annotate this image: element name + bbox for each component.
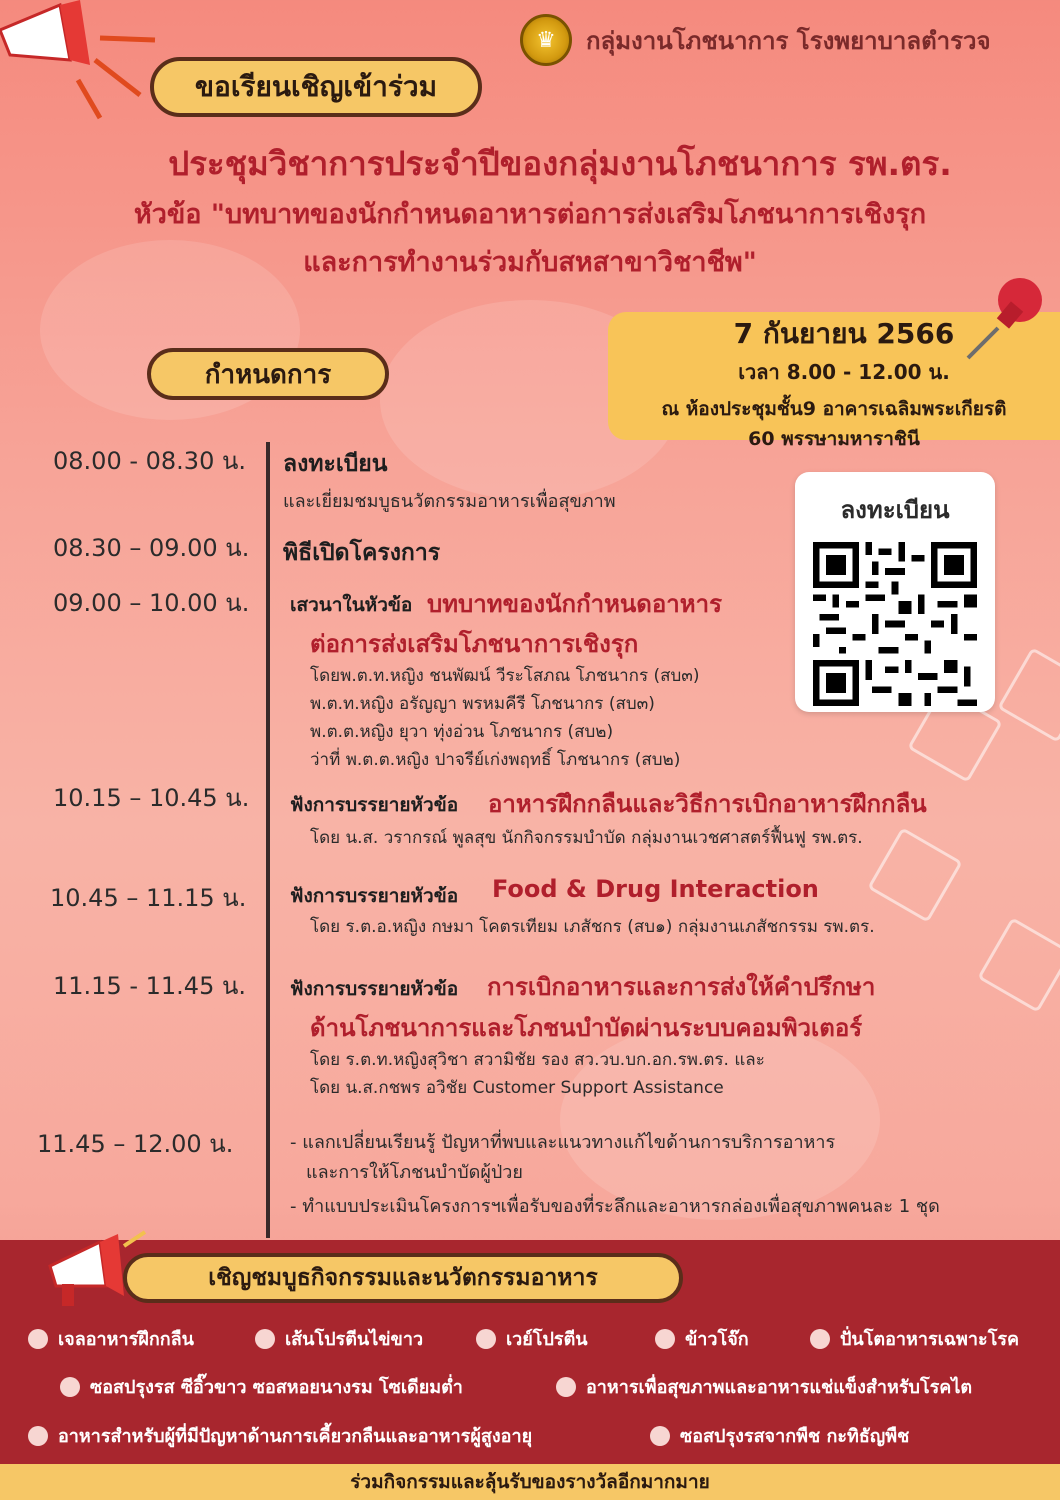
schedule-note: - แลกเปลี่ยนเรียนรู้ ปัญหาที่พบและแนวทางแก้ไขด้านการบริการอาหาร: [290, 1132, 836, 1153]
schedule-subtitle: และเยี่ยมชมบูธนวัตกรรมอาหารเพื่อสุขภาพ: [283, 491, 616, 512]
hexagon-decoration: [867, 827, 963, 923]
schedule-topic: ต่อการส่งเสริมโภชนาการเชิงรุก: [310, 630, 639, 658]
bullet-icon: [810, 1329, 830, 1349]
organization-header: [520, 18, 1040, 62]
invite-badge: ขอเรียนเชิญเข้าร่วม: [150, 57, 482, 117]
activity-item: [810, 1324, 1019, 1353]
activity-label: เส้นโปรตีนไข่ขาว: [285, 1329, 424, 1350]
activity-label: อาหารเพื่อสุขภาพและอาหารแช่แข็งสำหรับโรคไต: [586, 1377, 973, 1398]
activity-item: [28, 1324, 194, 1353]
schedule-time: 08.00 - 08.30 น.: [53, 447, 246, 475]
activity-item: [476, 1324, 588, 1353]
speaker: โดย ร.ต.อ.หญิง กษมา โคตรเทียม เภสัชกร (สบ๑) กลุ่มงานเภสัชกรรม รพ.ตร.: [310, 917, 875, 937]
speaker: พ.ต.ต.หญิง ยุวา ทุ่งอ่วน โภชนากร (สบ๒): [310, 722, 614, 742]
event-venue-building: 60 พรรษามหาราชินี: [748, 428, 920, 450]
schedule-topic: การเบิกอาหารและการส่งให้คำปรึกษา: [487, 973, 876, 1001]
organization-name: กลุ่มงานโภชนาการ โรงพยาบาลตำรวจ: [586, 26, 991, 55]
schedule-title: ลงทะเบียน: [283, 451, 388, 477]
activity-label: เวย์โปรตีน: [506, 1329, 588, 1350]
registration-qr-card[interactable]: [795, 472, 995, 712]
activities-label: เชิญชมบูธกิจกรรมและนวัตกรรมอาหาร: [123, 1253, 683, 1303]
schedule-time: 08.30 – 09.00 น.: [53, 534, 250, 562]
schedule-time: 11.15 - 11.45 น.: [53, 972, 246, 1000]
schedule-topic: อาหารฝึกกลืนและวิธีการเบิกอาหารฝึกกลืน: [488, 790, 927, 818]
bullet-icon: [476, 1329, 496, 1349]
schedule-time: 11.45 – 12.00 น.: [37, 1130, 234, 1158]
schedule-note: และการให้โภชนบำบัดผู้ป่วย: [306, 1162, 523, 1183]
activity-item: [556, 1372, 972, 1401]
topic-title-line1: หัวข้อ "บทบาทของนักกำหนดอาหารต่อการส่งเสริมโภชนาการเชิงรุก: [133, 199, 927, 230]
activity-label: เจลอาหารฝึกกลืน: [58, 1329, 194, 1350]
bullet-icon: [28, 1426, 48, 1446]
bullet-icon: [28, 1329, 48, 1349]
activity-label: ปั่นโตอาหารเฉพาะโรค: [840, 1329, 1020, 1350]
bullet-icon: [556, 1377, 576, 1397]
qr-title: ลงทะเบียน: [840, 496, 950, 524]
activity-label: ซอสปรุงรสจากพืช กะทิธัญพืช: [680, 1426, 910, 1447]
schedule-time: 10.45 – 11.15 น.: [50, 884, 247, 912]
topic-title-line2: และการทำงานร่วมกับสหสาขาวิชาชีพ": [303, 247, 757, 278]
megaphone-icon: [0, 0, 160, 120]
schedule-title: พิธีเปิดโครงการ: [283, 540, 441, 566]
hospital-logo-icon: ♛: [520, 14, 572, 66]
activity-item: [60, 1372, 463, 1401]
activity-item: [655, 1324, 749, 1353]
event-venue: ณ ห้องประชุมชั้น9 อาคารเฉลิมพระเกียรติ: [661, 398, 1007, 420]
event-time: เวลา 8.00 - 12.00 น.: [738, 360, 950, 384]
speaker: ว่าที่ พ.ต.ต.หญิง ปาจรีย์เก่งพฤทธิ์ โภชนากร (สบ๒): [310, 750, 681, 770]
schedule-time: 09.00 – 10.00 น.: [53, 589, 250, 617]
activity-label: อาหารสำหรับผู้ที่มีปัญหาด้านการเคี้ยวกลืนและอาหารผู้สูงอายุ: [58, 1426, 533, 1447]
activity-label: ข้าวโจ๊ก: [685, 1329, 749, 1350]
hexagon-decoration: [997, 647, 1060, 743]
schedule-lead: ฟังการบรรยายหัวข้อ: [290, 978, 459, 1000]
activity-item: [28, 1421, 532, 1450]
schedule-label: กำหนดการ: [147, 348, 389, 400]
schedule-topic: ด้านโภชนาการและโภชนบำบัดผ่านระบบคอมพิวเตอร์: [310, 1014, 863, 1042]
speaker: โดย น.ส. วรากรณ์ พูลสุข นักกิจกรรมบำบัด กลุ่มงานเวชศาสตร์ฟื้นฟู รพ.ตร.: [310, 828, 863, 848]
pushpin-icon: [962, 270, 1054, 362]
schedule-topic: บทบาทของนักกำหนดอาหาร: [427, 590, 722, 618]
bullet-icon: [60, 1377, 80, 1397]
event-date: 7 กันยายน 2566: [733, 317, 955, 350]
hexagon-decoration: [977, 917, 1060, 1013]
schedule-time: 10.15 – 10.45 น.: [53, 784, 250, 812]
speaker: พ.ต.ท.หญิง อรัญญา พรหมคีรี โภชนากร (สบ๓): [310, 694, 655, 714]
bullet-icon: [255, 1329, 275, 1349]
page-title: ประชุมวิชาการประจำปีของกลุ่มงานโภชนาการ รพ.ตร.: [168, 144, 952, 183]
speaker: โดยพ.ต.ท.หญิง ชนพัฒน์ วีระโสภณ โภชนากร (สบ๓): [310, 666, 700, 686]
qr-code-icon[interactable]: [813, 542, 977, 706]
speaker: โดย ร.ต.ท.หญิงสุวิชา สวามิชัย รอง สว.วบ.บก.อก.รพ.ตร. และ: [310, 1050, 765, 1070]
activity-label: ซอสปรุงรส ซีอิ๊วขาว ซอสหอยนางรม โซเดียมต่ำ: [90, 1377, 463, 1398]
bullet-icon: [655, 1329, 675, 1349]
speaker: โดย น.ส.กชพร อวิชัย Customer Support Assistance: [310, 1078, 724, 1098]
schedule-topic: Food & Drug Interaction: [492, 875, 819, 903]
schedule-lead: ฟังการบรรยายหัวข้อ: [290, 794, 459, 816]
prize-banner: ร่วมกิจกรรมและลุ้นรับของรางวัลอีกมากมาย: [0, 1464, 1060, 1500]
schedule-note: - ทำแบบประเมินโครงการฯเพื่อรับของที่ระลึกและอาหารกล่องเพื่อสุขภาพคนละ 1 ชุด: [290, 1196, 940, 1217]
schedule-lead: เสวนาในหัวข้อ: [290, 594, 413, 616]
bullet-icon: [650, 1426, 670, 1446]
timeline-line: [266, 442, 270, 1238]
activity-item: [255, 1324, 423, 1353]
schedule-lead: ฟังการบรรยายหัวข้อ: [290, 885, 459, 907]
activity-item: [650, 1421, 909, 1450]
